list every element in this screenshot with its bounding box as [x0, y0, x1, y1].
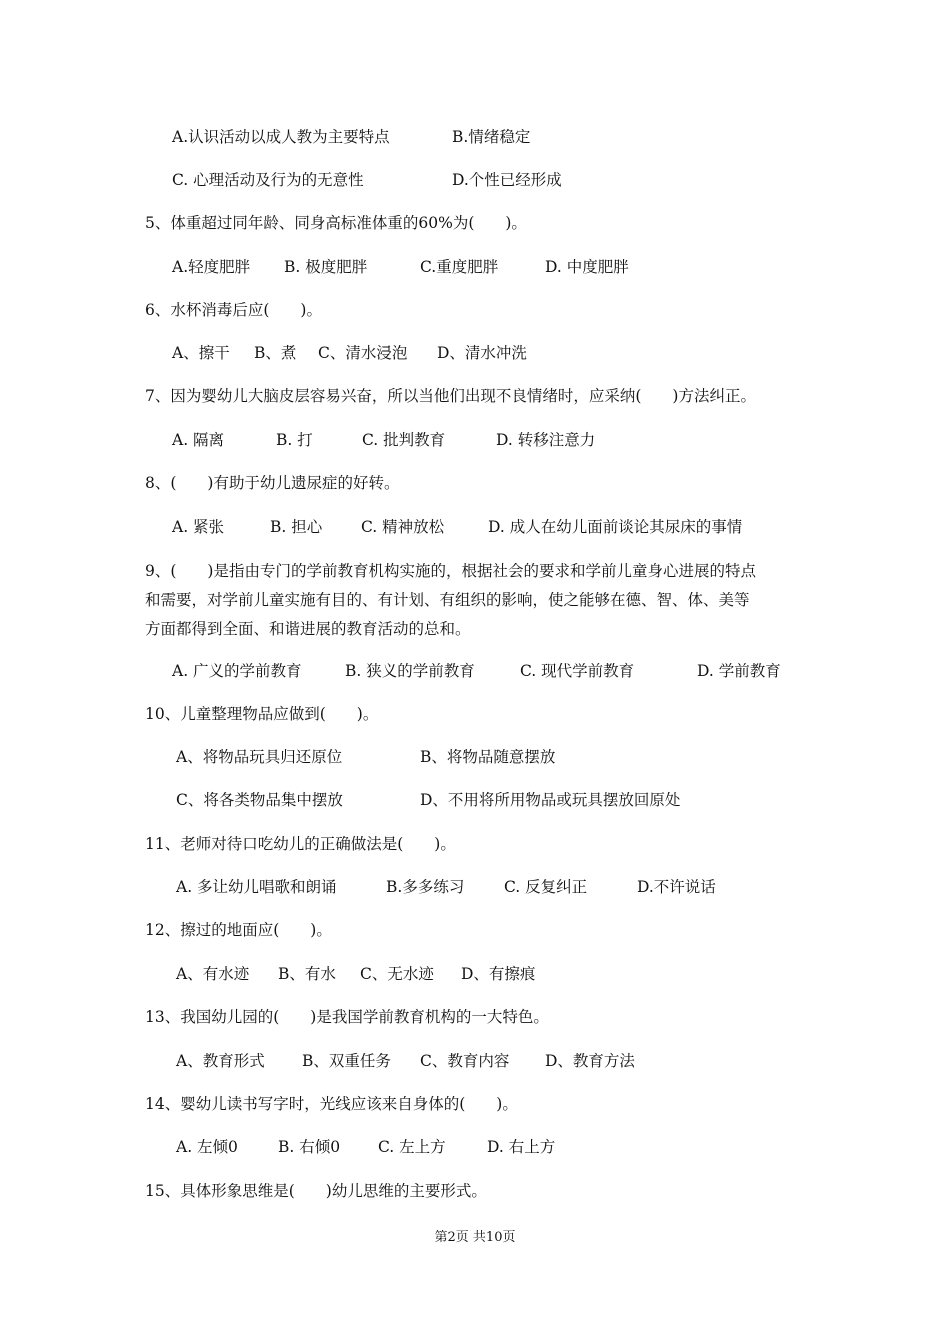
q12-option-a: A、有水迹	[176, 965, 250, 983]
q12-options	[0, 964, 950, 984]
q10-option-c: C、将各类物品集中摆放	[176, 791, 343, 809]
q12-option-d: D、有擦痕	[461, 965, 536, 983]
q7-option-d: D. 转移注意力	[496, 431, 596, 449]
q10-options-row2	[0, 790, 950, 810]
question-10-stem: 10、儿童整理物品应做到( )。	[145, 705, 379, 723]
q10-option-a: A、将物品玩具归还原位	[176, 748, 343, 766]
q4-option-a: A.认识活动以成人教为主要特点	[172, 128, 390, 146]
q9-option-d: D. 学前教育	[697, 662, 781, 680]
q7-option-b: B. 打	[276, 431, 313, 449]
question-6-stem: 6、水杯消毒后应( )。	[145, 301, 322, 319]
q6-option-d: D、清水冲洗	[437, 344, 527, 362]
q5-option-c: C.重度肥胖	[420, 258, 499, 276]
q11-option-d: D.不许说话	[637, 878, 716, 896]
q5-options	[0, 257, 950, 277]
q11-options	[0, 877, 950, 897]
q8-option-c: C. 精神放松	[361, 518, 445, 536]
q10-option-d: D、不用将所用物品或玩具摆放回原处	[420, 791, 681, 809]
question-13-stem: 13、我国幼儿园的( )是我国学前教育机构的一大特色。	[145, 1008, 549, 1026]
question-7-stem: 7、因为婴幼儿大脑皮层容易兴奋，所以当他们出现不良情绪时，应采纳( )方法纠正。	[145, 387, 756, 405]
q14-option-b: B. 右倾0	[278, 1138, 341, 1156]
question-11-stem: 11、老师对待口吃幼儿的正确做法是( )。	[145, 835, 456, 853]
q4-option-d: D.个性已经形成	[452, 171, 562, 189]
q11-option-a: A. 多让幼儿唱歌和朗诵	[176, 878, 337, 896]
q14-options	[0, 1137, 950, 1157]
q7-option-c: C. 批判教育	[362, 431, 446, 449]
q14-option-d: D. 右上方	[487, 1138, 556, 1156]
question-9-stem-line2: 和需要，对学前儿童实施有目的、有计划、有组织的影响，使之能够在德、智、体、美等	[145, 591, 750, 609]
q9-options	[0, 661, 950, 681]
q4-option-b: B.情绪稳定	[452, 128, 531, 146]
q12-option-b: B、有水	[278, 965, 336, 983]
q6-option-a: A、擦干	[172, 344, 230, 362]
question-14-stem: 14、婴幼儿读书写字时，光线应该来自身体的( )。	[145, 1095, 518, 1113]
q6-options	[0, 343, 950, 363]
q11-option-c: C. 反复纠正	[504, 878, 588, 896]
q8-option-b: B. 担心	[270, 518, 323, 536]
page-number-footer: 第2页 共10页	[434, 1230, 516, 1245]
question-12-stem: 12、擦过的地面应( )。	[145, 921, 332, 939]
question-5-stem: 5、体重超过同年龄、同身高标准体重的60%为( )。	[145, 214, 527, 232]
q13-option-c: C、教育内容	[420, 1052, 510, 1070]
question-8-stem: 8、( )有助于幼儿遗尿症的好转。	[145, 474, 400, 492]
q12-option-c: C、无水迹	[360, 965, 434, 983]
q10-option-b: B、将物品随意摆放	[420, 748, 556, 766]
q13-option-d: D、教育方法	[545, 1052, 635, 1070]
q6-option-c: C、清水浸泡	[318, 344, 408, 362]
q5-option-d: D. 中度肥胖	[545, 258, 629, 276]
question-15-stem: 15、具体形象思维是( )幼儿思维的主要形式。	[145, 1182, 487, 1200]
q8-option-d: D. 成人在幼儿面前谈论其尿床的事情	[488, 518, 743, 536]
question-9-stem-line1: 9、( )是指由专门的学前教育机构实施的，根据社会的要求和学前儿童身心进展的特点	[145, 562, 756, 580]
q9-option-b: B. 狭义的学前教育	[345, 662, 475, 680]
q10-options-row1	[0, 747, 950, 767]
q13-option-a: A、教育形式	[176, 1052, 265, 1070]
q13-option-b: B、双重任务	[302, 1052, 391, 1070]
q13-options	[0, 1051, 950, 1071]
q7-options	[0, 430, 950, 450]
q9-option-c: C. 现代学前教育	[520, 662, 635, 680]
q6-option-b: B、煮	[254, 344, 297, 362]
q14-option-a: A. 左倾0	[176, 1138, 238, 1156]
q11-option-b: B.多多练习	[386, 878, 465, 896]
q4-options-row2	[0, 170, 950, 190]
q4-option-c: C. 心理活动及行为的无意性	[172, 171, 364, 189]
q7-option-a: A. 隔离	[172, 431, 225, 449]
q5-option-b: B. 极度肥胖	[284, 258, 368, 276]
q4-options-row1	[0, 127, 950, 147]
q9-option-a: A. 广义的学前教育	[172, 662, 302, 680]
q14-option-c: C. 左上方	[378, 1138, 446, 1156]
q5-option-a: A.轻度肥胖	[172, 258, 251, 276]
q8-options	[0, 517, 950, 537]
q8-option-a: A. 紧张	[172, 518, 225, 536]
question-9-stem-line3: 方面都得到全面、和谐进展的教育活动的总和。	[145, 620, 471, 638]
